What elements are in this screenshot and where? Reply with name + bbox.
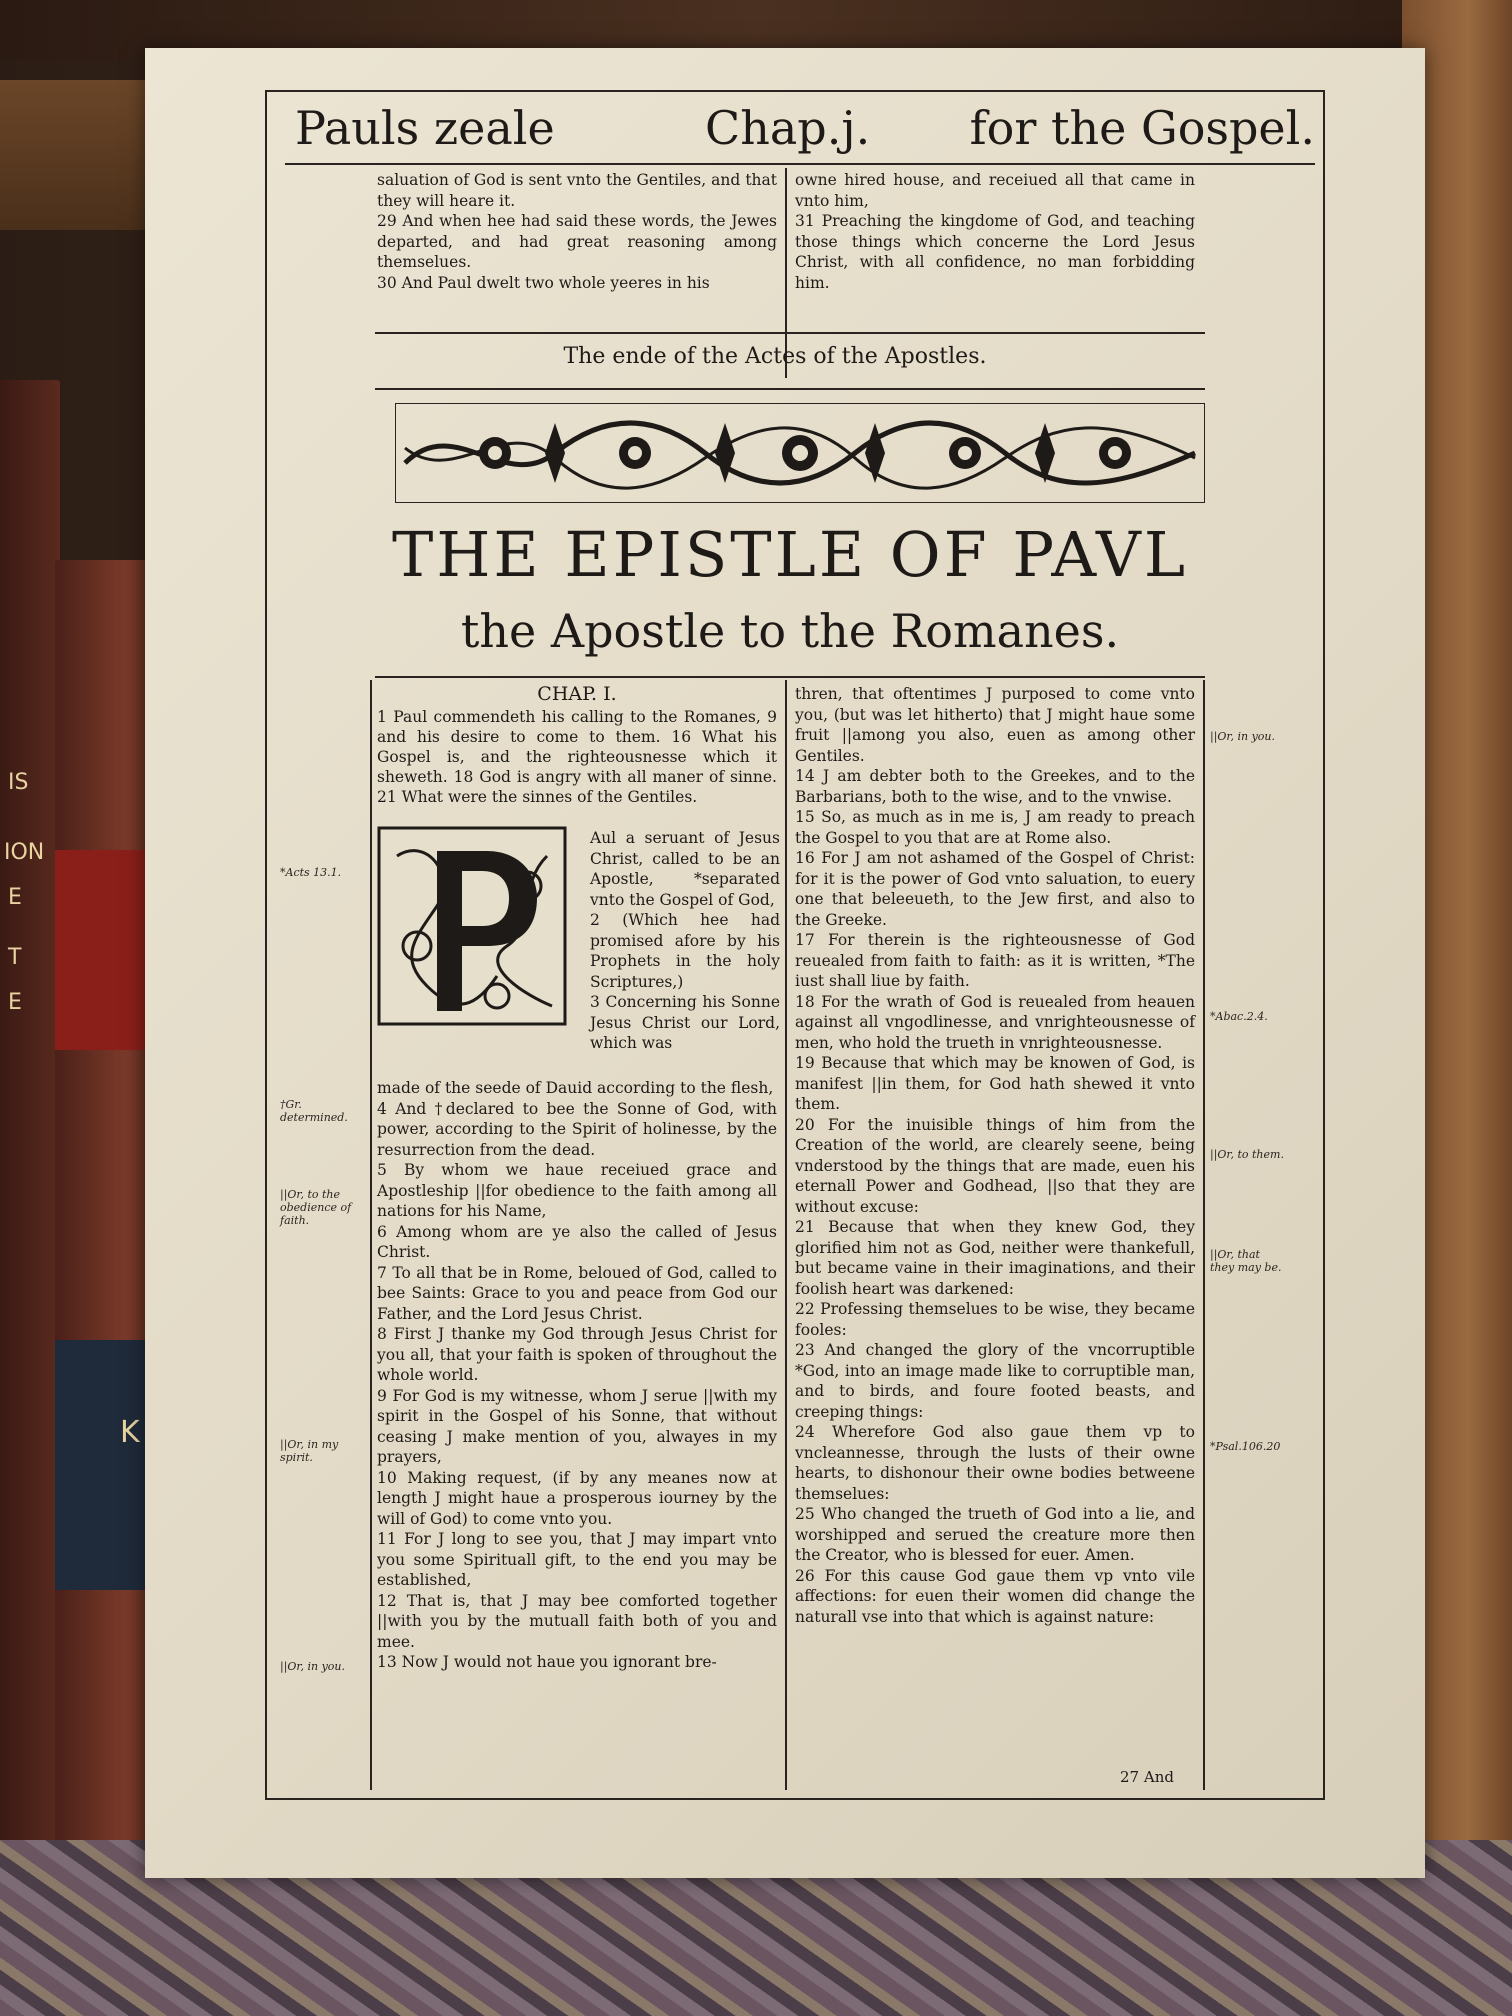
verse: 26 For this cause God gaue them vp vnto vile affections: for euen their women did change the naturall vse into that which is against nature: [795, 1566, 1195, 1626]
verse: Aul a seruant of Jesus Christ, called to be an Apostle, *separated vnto the Gospel of God, [590, 829, 780, 909]
margin-note: *Acts 13.1. [280, 866, 342, 879]
verse: 2 (Which hee had promised afore by his Prophets in the holy Scriptures,) [590, 911, 780, 991]
acts-column-left [377, 170, 777, 293]
spine-text: IS [8, 770, 29, 795]
running-head-center: Chap.j. [705, 101, 871, 155]
spine-text: E [8, 885, 22, 910]
running-head-left: Pauls zeale [295, 101, 555, 155]
margin-note: ||Or, to the obedience of faith. [280, 1188, 352, 1227]
verse: 11 For J long to see you, that J may impart vnto you some Spirituall gift, to the end you may be established, [377, 1530, 777, 1589]
verse: 22 Professing themselues to be wise, they became fooles: [795, 1300, 1195, 1339]
verse: 29 And when hee had said these words, the Jewes departed, and had great reasoning among themselues. [377, 212, 777, 271]
verse: 13 Now J would not haue you ignorant bre- [377, 1653, 717, 1671]
chapter-heading: CHAP. I. [537, 683, 617, 705]
verse: 20 For the inuisible things of him from the Creation of the world, are clearely seene, being vnderstood by the things that are made, euen his eternall Power and Godhead, ||so that they are without excuse: [795, 1115, 1195, 1216]
margin-note: †Gr. determined. [280, 1098, 348, 1124]
verse: 7 To all that be in Rome, beloued of God, called to bee Saints: Grace to you and peace from God our Father, and the Lord Jesus Christ. [377, 1263, 777, 1323]
verse: 12 That is, that J may bee comforted together ||with you by the mutuall faith both of you and mee. [377, 1591, 777, 1651]
verse: 24 Wherefore God also gaue them vp to vncleannesse, through the lusts of their owne hearts, to dishonour their owne bodies betweene themselues: [795, 1423, 1195, 1503]
margin-note: ||Or, in you. [280, 1660, 345, 1673]
ornamental-headband [395, 403, 1205, 503]
verse: saluation of God is sent vnto the Gentiles, and that they will heare it. [377, 171, 777, 210]
verse: 21 Because that when they knew God, they glorified him not as God, neither were thankefull, but became vaine in their imaginations, and their foolish heart was darkened: [795, 1218, 1195, 1298]
margin-note: ||Or, in you. [1210, 730, 1275, 743]
decorated-initial-p [377, 826, 567, 1026]
verse: 18 For the wrath of God is reuealed from heauen against all vngodlinesse, and vnrighteousnesse of men, who hold the trueth in vnrighteousnesse. [795, 992, 1195, 1052]
dropcap-text [590, 828, 780, 1054]
verse: thren, that oftentimes J purposed to come vnto you, (but was let hitherto) that J might haue some fruit ||among you also, euen as among other Gentiles. [795, 685, 1195, 765]
verse: 6 Among whom are ye also the called of Jesus Christ. [377, 1222, 777, 1261]
verse: 10 Making request, (if by any meanes now at length J might haue a prosperous iourney by the will of God) to come vnto you. [377, 1468, 777, 1528]
verse: 9 For God is my witnesse, whom J serue ||with my spirit in the Gospel of his Sonne, that without ceasing J make mention of you, alwayes in my prayers, [377, 1386, 777, 1466]
book-spine-left [0, 380, 60, 1880]
rule [375, 332, 1205, 334]
verse: 15 So, as much as in me is, J am ready to preach the Gospel to you that are at Rome also. [795, 808, 1195, 847]
left-text-column [377, 1078, 777, 1673]
running-head-right: for the Gospel. [969, 101, 1315, 155]
verse: 5 By whom we haue receiued grace and Apostleship ||for obedience to the faith among all nations for his Name, [377, 1161, 777, 1220]
margin-note: *Abac.2.4. [1210, 1010, 1268, 1023]
verse: 25 Who changed the trueth of God into a lie, and worshipped and serued the creature more then the Creator, who is blessed for euer. Amen. [795, 1505, 1195, 1564]
rule [375, 388, 1205, 390]
verse: 8 First J thanke my God through Jesus Christ for you all, that your faith is spoken of throughout the whole world. [377, 1325, 777, 1384]
rule [375, 676, 1205, 678]
verse: owne hired house, and receiued all that came in vnto him, [795, 171, 1195, 210]
margin-note: ||Or, in my spirit. [280, 1438, 339, 1464]
verse: 3 Concerning his Sonne Jesus Christ our Lord, which was [590, 993, 780, 1052]
verse: 4 And †declared to bee the Sonne of God, with power, according to the Spirit of holinesse, by the resurrection from the dead. [377, 1099, 777, 1159]
margin-rule [370, 680, 372, 1790]
acts-column-right [795, 170, 1195, 293]
verse: 17 For therein is the righteousnesse of God reuealed from faith to faith: as it is written, *The iust shall liue by faith. [795, 931, 1195, 990]
epistle-title: THE EPISTLE OF PAVL [391, 518, 1189, 591]
running-head [285, 93, 1315, 165]
margin-note: ||Or, that they may be. [1210, 1248, 1282, 1274]
bible-page [145, 48, 1425, 1878]
verse: 23 And changed the glory of the vncorruptible *God, into an image made like to corruptible man, and to birds, and foure footed beasts, and creeping things: [795, 1341, 1195, 1421]
margin-rule [1203, 680, 1205, 1790]
column-rule [785, 680, 787, 1790]
spine-text: E [8, 990, 22, 1015]
verse: 31 Preaching the kingdome of God, and teaching those things which concerne the Lord Jesus Christ, with all confidence, no man forbidding him. [795, 212, 1195, 292]
verse: 14 J am debter both to the Greekes, and to the Barbarians, both to the wise, and to the vnwise. [795, 767, 1195, 806]
verse: 30 And Paul dwelt two whole yeeres in his [377, 273, 710, 292]
right-text-column [795, 684, 1195, 1627]
catchword: 27 And [1120, 1768, 1174, 1786]
end-of-acts: The ende of the Actes of the Apostles. [563, 344, 987, 369]
chapter-summary-column [377, 684, 777, 807]
spine-text: ION [4, 840, 45, 865]
margin-note: ||Or, to them. [1210, 1148, 1284, 1161]
margin-note: *Psal.106.20 [1210, 1440, 1281, 1453]
spine-text: K [120, 1415, 140, 1450]
verse: made of the seede of Dauid according to the flesh, [377, 1079, 774, 1097]
spine-text: T [8, 945, 22, 970]
verse: 16 For J am not ashamed of the Gospel of Christ: for it is the power of God vnto saluation, to euery one that beleeueth, to the Jew first, and also to the Greeke. [795, 849, 1195, 929]
chapter-summary: 1 Paul commendeth his calling to the Romanes, 9 and his desire to come to them. 16 What his Gospel is, and the righteousnesse which it sheweth. 18 God is angry with all maner of sinne. 21 What were the sinnes of the Gentiles. [377, 707, 777, 806]
epistle-subtitle: the Apostle to the Romanes. [460, 604, 1120, 658]
verse: 19 Because that which may be knowen of God, is manifest ||in them, for God hath shewed it vnto them. [795, 1054, 1195, 1113]
